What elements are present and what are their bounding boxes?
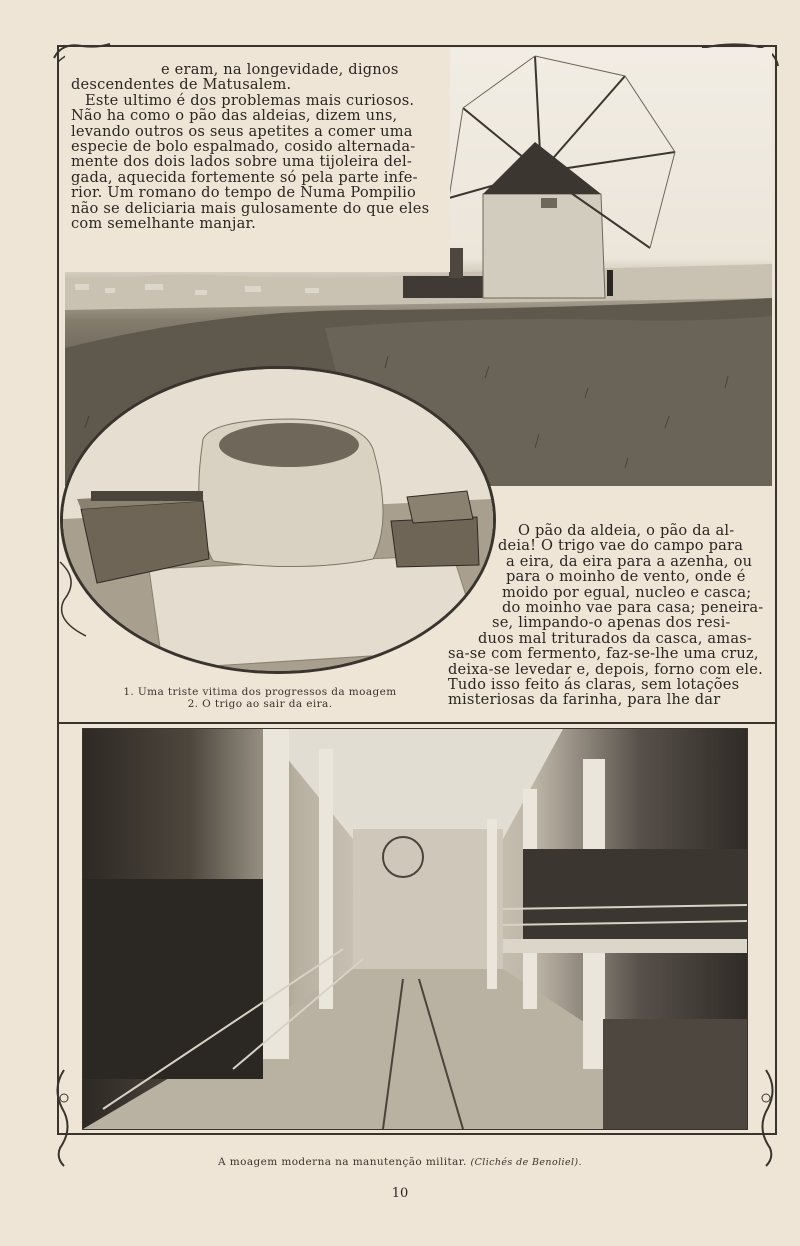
text-line: moido por egual, nucleo e casca;	[502, 583, 752, 601]
text-line: se, limpando-o apenas dos resi-	[492, 614, 731, 632]
caption-line-1: 1. Uma triste vitima dos progressos da moagem	[123, 686, 397, 698]
text-line: para o moinho de vento, onde é	[506, 568, 746, 586]
section-divider	[57, 722, 777, 724]
text-line: duos mal triturados da casca, amas-	[478, 629, 753, 647]
caption-line-2: 2. O trigo ao sair da eira.	[187, 698, 333, 710]
text-line: deia! O trigo vae do campo para	[498, 537, 744, 555]
caption-credit: (Clichés de Benoliel).	[470, 1157, 582, 1168]
body-text-left	[71, 62, 437, 231]
text-line: do moinho vae para casa; peneira-	[502, 599, 764, 617]
text-line: sa-se com fermento, faz-se-lhe uma cruz,	[448, 645, 759, 663]
text-line: descendentes de Matusalem.	[71, 76, 292, 94]
wheat-sack-photo	[60, 366, 496, 674]
text-line: com semelhante manjar.	[71, 215, 256, 233]
text-line: Tudo isso feito ás claras, sem lotações	[448, 676, 740, 694]
text-line: especie de bolo espalmado, cosido alternada-	[71, 138, 416, 156]
text-line: não se deliciaria mais gulosamente do que eles	[71, 199, 430, 217]
text-line: Este ultimo é dos problemas mais curiosos.	[85, 91, 415, 109]
text-line: rior. Um romano do tempo de Numa Pompilio	[71, 184, 417, 202]
body-text-right	[448, 523, 770, 708]
text-line: a eira, da eira para a azenha, ou	[506, 552, 753, 570]
text-line: misteriosas da farinha, para lhe dar	[448, 691, 721, 709]
photo-caption-top	[90, 686, 430, 710]
text-line: e eram, na longevidade, dignos	[161, 61, 399, 78]
text-line: deixa-se levedar e, depois, forno com ele.	[448, 660, 763, 678]
text-line: levando outros os seus apetites a comer uma	[71, 122, 413, 140]
mill-interior-photo	[82, 728, 748, 1130]
text-line: mente dos dois lados sobre uma tijoleira del-	[71, 153, 412, 171]
caption-main: A moagem moderna na manutenção militar.	[218, 1156, 467, 1168]
page-number: 10	[391, 1186, 409, 1201]
text-line: gada, aquecida fortemente só pela parte infe-	[71, 168, 418, 186]
text-line: Não ha como o pão das aldeias, dizem uns,	[71, 107, 398, 125]
text-line: O pão da aldeia, o pão da al-	[518, 522, 735, 539]
photo-caption-bottom	[0, 1156, 800, 1169]
